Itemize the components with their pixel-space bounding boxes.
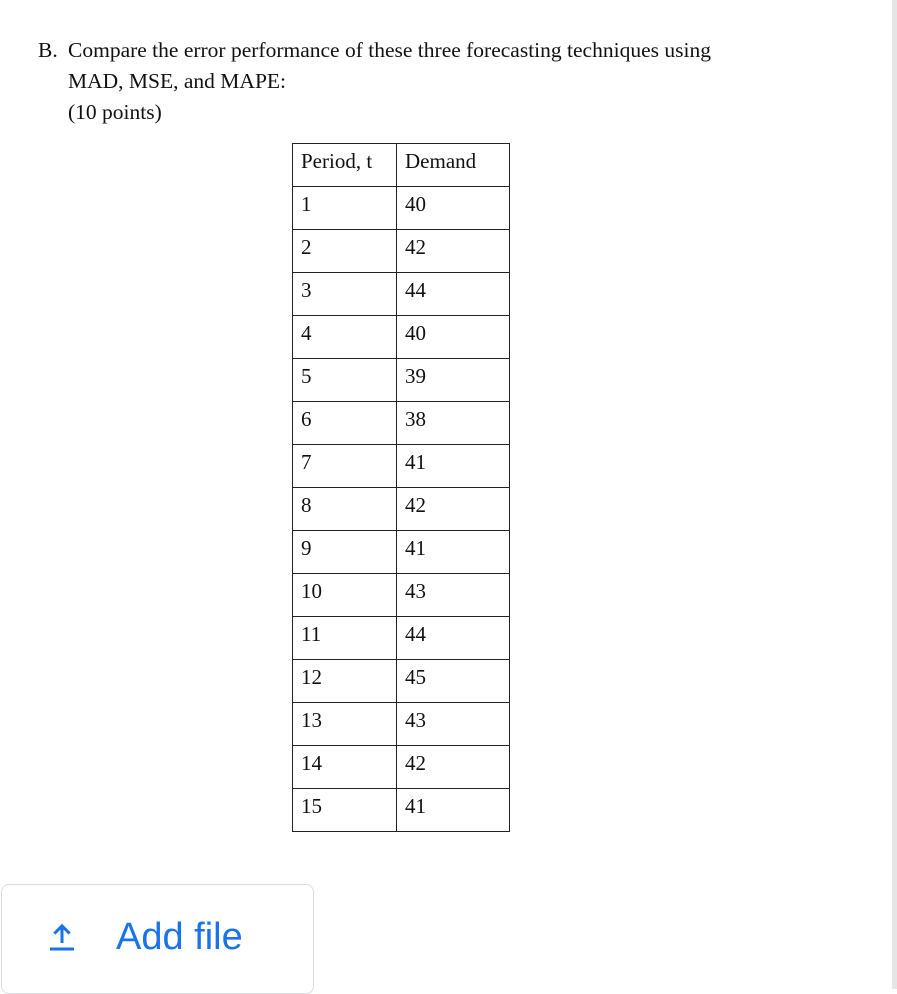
table-header-row bbox=[293, 144, 510, 187]
period-cell: 8 bbox=[293, 488, 397, 531]
question-points: (10 points) bbox=[68, 100, 162, 124]
period-cell: 12 bbox=[293, 660, 397, 703]
question-number: B. bbox=[38, 38, 58, 62]
add-file-label: Add file bbox=[116, 916, 243, 958]
table-row bbox=[293, 316, 510, 359]
right-divider bbox=[892, 0, 897, 989]
table-row bbox=[293, 359, 510, 402]
demand-cell: 45 bbox=[397, 660, 510, 703]
demand-cell: 44 bbox=[397, 617, 510, 660]
add-file-button[interactable] bbox=[1, 884, 314, 994]
question-line-2: MAD, MSE, and MAPE: bbox=[68, 69, 287, 93]
demand-cell: 42 bbox=[397, 488, 510, 531]
question-line-1 bbox=[38, 35, 868, 66]
demand-cell: 41 bbox=[397, 531, 510, 574]
table-row bbox=[293, 703, 510, 746]
demand-cell: 42 bbox=[397, 746, 510, 789]
period-cell: 5 bbox=[293, 359, 397, 402]
demand-cell: 41 bbox=[397, 445, 510, 488]
demand-cell: 40 bbox=[397, 187, 510, 230]
question-text bbox=[38, 35, 868, 128]
period-cell: 6 bbox=[293, 402, 397, 445]
period-cell: 1 bbox=[293, 187, 397, 230]
period-cell: 2 bbox=[293, 230, 397, 273]
demand-cell: 41 bbox=[397, 789, 510, 832]
header-demand: Demand bbox=[397, 144, 510, 187]
period-cell: 13 bbox=[293, 703, 397, 746]
period-cell: 11 bbox=[293, 617, 397, 660]
table-row bbox=[293, 789, 510, 832]
demand-cell: 43 bbox=[397, 574, 510, 617]
question-prompt: Compare the error performance of these three forecasting techniques using bbox=[68, 38, 711, 62]
table-row bbox=[293, 230, 510, 273]
demand-cell: 44 bbox=[397, 273, 510, 316]
period-cell: 4 bbox=[293, 316, 397, 359]
demand-cell: 42 bbox=[397, 230, 510, 273]
period-cell: 15 bbox=[293, 789, 397, 832]
table-row bbox=[293, 574, 510, 617]
period-cell: 3 bbox=[293, 273, 397, 316]
table-row bbox=[293, 531, 510, 574]
table-row bbox=[293, 445, 510, 488]
demand-cell: 43 bbox=[397, 703, 510, 746]
upload-icon bbox=[44, 919, 80, 955]
demand-cell: 38 bbox=[397, 402, 510, 445]
table-row bbox=[293, 488, 510, 531]
period-cell: 7 bbox=[293, 445, 397, 488]
table-row bbox=[293, 187, 510, 230]
table-row bbox=[293, 617, 510, 660]
header-period: Period, t bbox=[293, 144, 397, 187]
demand-cell: 40 bbox=[397, 316, 510, 359]
table-row bbox=[293, 660, 510, 703]
period-cell: 9 bbox=[293, 531, 397, 574]
period-cell: 14 bbox=[293, 746, 397, 789]
table-row bbox=[293, 746, 510, 789]
demand-table bbox=[292, 143, 510, 832]
table-row bbox=[293, 273, 510, 316]
table-row bbox=[293, 402, 510, 445]
period-cell: 10 bbox=[293, 574, 397, 617]
demand-cell: 39 bbox=[397, 359, 510, 402]
